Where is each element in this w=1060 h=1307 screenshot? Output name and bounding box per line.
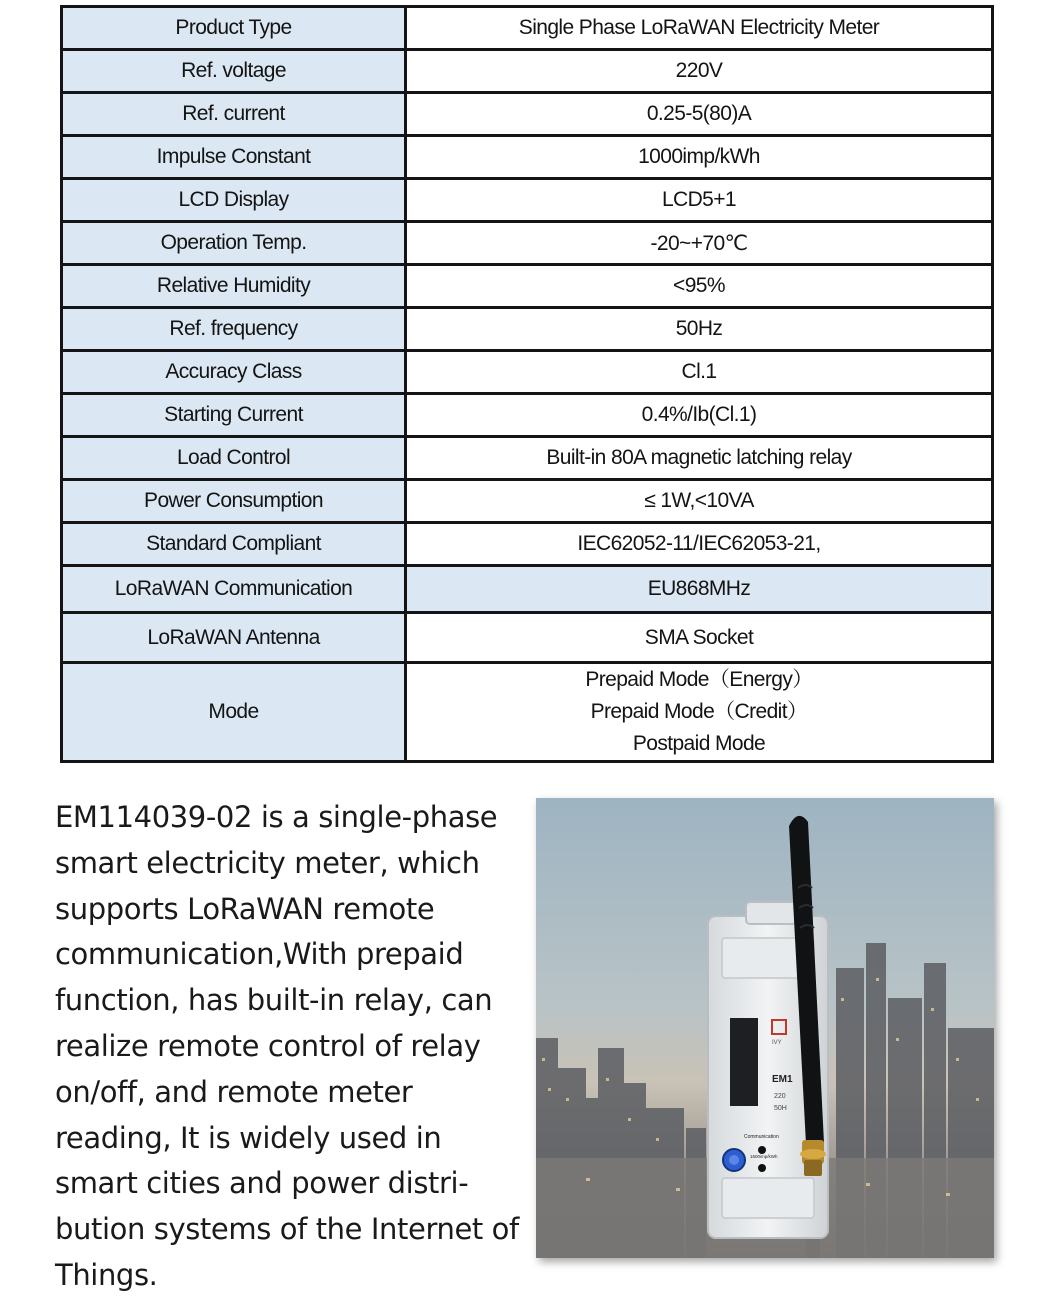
spec-row-lorawan-antenna bbox=[62, 613, 993, 663]
spec-label: Ref. voltage bbox=[62, 50, 406, 93]
spec-label: Impulse Constant bbox=[62, 136, 406, 179]
spec-label: LoRaWAN Communication bbox=[62, 566, 406, 613]
mode-option: Prepaid Mode（Energy） bbox=[585, 668, 813, 691]
spec-value: -20~+70℃ bbox=[406, 222, 993, 265]
spec-value: IEC62052-11/IEC62053-21, bbox=[406, 523, 993, 566]
spec-value: 0.4%/Ib(Cl.1) bbox=[406, 394, 993, 437]
brand-label: IVY bbox=[772, 1040, 782, 1046]
product-description: EM114039-02 is a single-phase smart electricity meter, which supports LoRaWAN remote communication,With prepaid function, has built-in relay, can realize remote control of relay on/off, and remote meter reading, It is widely used in smart cities and power distri-bution systems of the Internet of Things. bbox=[55, 800, 519, 1292]
spec-value: SMA Socket bbox=[406, 613, 993, 663]
pulse-led-icon bbox=[758, 1164, 766, 1172]
product-photo bbox=[536, 798, 994, 1258]
spec-row-lcd-display bbox=[62, 179, 993, 222]
spec-label: Operation Temp. bbox=[62, 222, 406, 265]
spec-value: 1000imp/kWh bbox=[406, 136, 993, 179]
communication-label: Communication bbox=[744, 1134, 779, 1140]
spec-row-ref-frequency bbox=[62, 308, 993, 351]
spec-value: Cl.1 bbox=[406, 351, 993, 394]
spec-value: 0.25-5(80)A bbox=[406, 93, 993, 136]
spec-label: LCD Display bbox=[62, 179, 406, 222]
spec-label: Standard Compliant bbox=[62, 523, 406, 566]
spec-row-impulse-constant bbox=[62, 136, 993, 179]
spec-label: Mode bbox=[62, 663, 406, 762]
spec-row-standard-compliant bbox=[62, 523, 993, 566]
spec-row-ref-current bbox=[62, 93, 993, 136]
spec-row-starting-current bbox=[62, 394, 993, 437]
spec-label: LoRaWAN Antenna bbox=[62, 613, 406, 663]
spec-row-relative-humidity bbox=[62, 265, 993, 308]
spec-label: Accuracy Class bbox=[62, 351, 406, 394]
model-label: EM1 bbox=[772, 1074, 793, 1085]
spec-row-lorawan-communication bbox=[62, 566, 993, 613]
spec-row-accuracy-class bbox=[62, 351, 993, 394]
voltage-label: 220 bbox=[774, 1093, 786, 1100]
spec-label: Ref. frequency bbox=[62, 308, 406, 351]
spec-value: LCD5+1 bbox=[406, 179, 993, 222]
spec-value: 220V bbox=[406, 50, 993, 93]
spec-label: Ref. current bbox=[62, 93, 406, 136]
spec-table bbox=[60, 5, 994, 763]
spec-row-ref-voltage bbox=[62, 50, 993, 93]
spec-label: Relative Humidity bbox=[62, 265, 406, 308]
spec-value: EU868MHz bbox=[406, 566, 993, 613]
spec-value: Single Phase LoRaWAN Electricity Meter bbox=[406, 7, 993, 50]
spec-row-load-control bbox=[62, 437, 993, 480]
spec-value-mode bbox=[406, 663, 993, 762]
spec-label: Load Control bbox=[62, 437, 406, 480]
spec-row-mode bbox=[62, 663, 993, 762]
spec-label: Starting Current bbox=[62, 394, 406, 437]
freq-label: 50H bbox=[774, 1105, 787, 1112]
spec-value: Built-in 80A magnetic latching relay bbox=[406, 437, 993, 480]
spec-row-power-consumption bbox=[62, 480, 993, 523]
mode-option: Prepaid Mode（Credit） bbox=[590, 700, 808, 723]
spec-value: 50Hz bbox=[406, 308, 993, 351]
spec-label: Product Type bbox=[62, 7, 406, 50]
spec-row-product-type bbox=[62, 7, 993, 50]
comm-led-icon bbox=[758, 1146, 766, 1154]
spec-row-operation-temp bbox=[62, 222, 993, 265]
impulse-label: 1600imp/kWh bbox=[750, 1154, 778, 1159]
mode-option: Postpaid Mode bbox=[632, 732, 766, 755]
spec-value: <95% bbox=[406, 265, 993, 308]
spec-label: Power Consumption bbox=[62, 480, 406, 523]
spec-value: ≤ 1W,<10VA bbox=[406, 480, 993, 523]
